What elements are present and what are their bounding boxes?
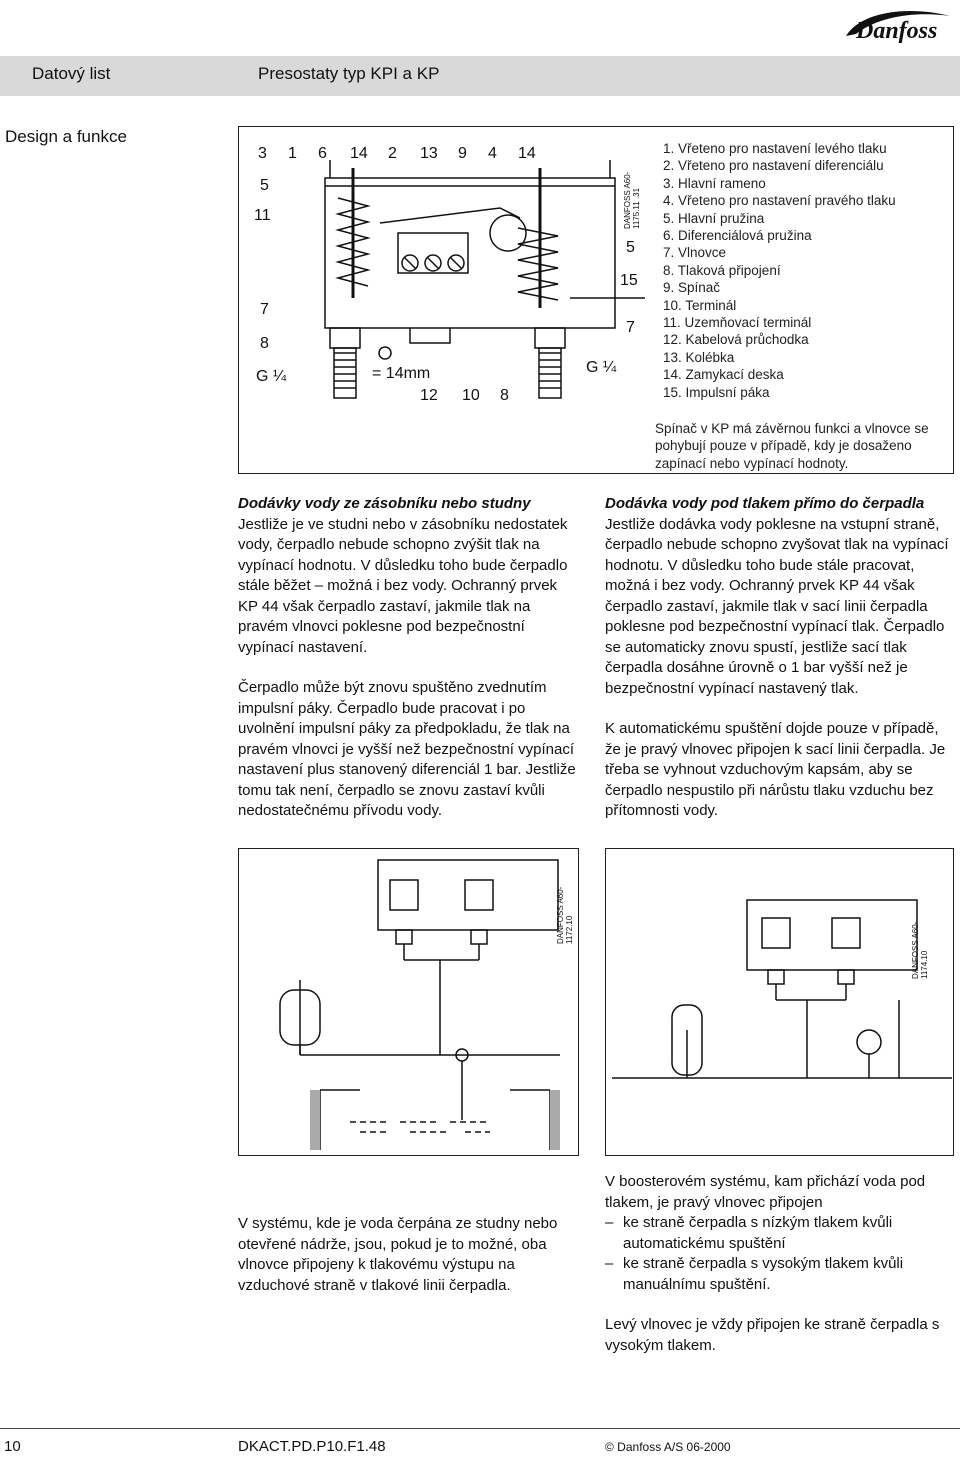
header-band xyxy=(0,56,960,96)
callout-top-1: 3 xyxy=(258,145,267,162)
legend-item: 6. Diferenciálová pružina xyxy=(663,228,812,244)
callout-top-7: 9 xyxy=(458,145,467,162)
danfoss-logo xyxy=(842,6,954,46)
callout-top-2: 1 xyxy=(288,145,297,162)
svg-text:Danfoss: Danfoss xyxy=(856,18,938,44)
callout-right-2: 15 xyxy=(620,272,638,289)
legend-item: 9. Spínač xyxy=(663,280,721,296)
legend-item: 3. Hlavní rameno xyxy=(663,175,766,191)
callout-right-3: 7 xyxy=(626,319,635,336)
col-left-para1: Jestliže je ve studni nebo v zásobníku nedostatek vody, čerpadlo nebude schopno zvýšit tlak na vypínací hodnotu. V důsledku toho bude čerpadlo stále běžet – možná i bez vody. Ochranný prvek KP 44 však čerpadlo zastaví, jakmile tlak na pravém vlnovci poklesne pod bezpečnostní vypínací nastavení. xyxy=(238,515,568,656)
legend-item: 8. Tlaková připojení xyxy=(663,262,781,278)
wrench-size-label: = 14mm xyxy=(372,365,431,382)
callout-bottom-1: 12 xyxy=(420,387,438,404)
footer-copyright: © Danfoss A/S 06-2000 xyxy=(605,1440,731,1454)
figure3-code: DANFOSS A60-1174.10 xyxy=(911,921,929,979)
section-title: Design a funkce xyxy=(5,127,127,146)
col-right-text xyxy=(605,494,955,822)
col-right-para2: K automatickému spuštění dojde pouze v případě, že je pravý vlnovec připojen k sací linii čerpadla. Je třeba se vyhnout vzduchovým kapsám, aby se čerpadlo nespustilo při nárůstu tlaku vzduchu bez přítomnosti vody. xyxy=(605,720,946,819)
callout-bottom-3: 8 xyxy=(500,387,509,404)
callout-top-4: 14 xyxy=(350,145,368,162)
callout-left-3: 7 xyxy=(260,301,269,318)
header-title: Presostaty typ KPI a KP xyxy=(258,64,440,83)
callout-left-4: 8 xyxy=(260,335,269,352)
legend-item: 2. Vřeteno pro nastavení diferenciálu xyxy=(663,158,884,174)
callout-top-8: 4 xyxy=(488,145,497,162)
legend-item: 7. Vlnovce xyxy=(663,245,727,261)
booster-system-diagram xyxy=(607,850,952,1154)
legend-item: 11. Uzemňovací terminál xyxy=(663,315,812,331)
callout-top-5: 2 xyxy=(388,145,397,162)
legend-item: 13. Kolébka xyxy=(663,349,735,365)
legend-item: 10. Terminál xyxy=(663,297,737,313)
footer-rule xyxy=(0,1428,960,1429)
pressure-switch-cross-section xyxy=(250,138,650,408)
footer-page-number: 10 xyxy=(4,1438,21,1455)
legend-item: 1. Vřeteno pro nastavení levého tlaku xyxy=(663,141,887,156)
caption-right-item xyxy=(605,1213,955,1254)
caption-left: V systému, kde je voda čerpána ze studny nebo otevřené nádrže, jsou, pokud je to možné, oba vlnovce připojeny k tlakovému výstupu na vzduchové straně v tlakové linii čerpadla. xyxy=(238,1215,558,1294)
dash-bullet: – xyxy=(605,1214,614,1231)
col-left-para2: Čerpadlo může být znovu spuštěno zvednutím impulsní páky. Čerpadlo bude pracovat i po uvolnění impulsní páky za předpokladu, že tlak na pravém vlnovci je vyšší než bezpečnostní vypínací nastavení plus stanovený diferenciál 1 bar. Jestliže tomu tak není, čerpadlo se znovu zastaví kvůli nedostatečnému přívodu vody. xyxy=(238,679,576,819)
callout-right-1: 5 xyxy=(626,239,635,256)
callout-bottom-2: 10 xyxy=(462,387,480,404)
legend-item: 12. Kabelová průchodka xyxy=(663,332,809,348)
thread-right-label: G ¼ xyxy=(586,359,617,376)
col-right-para1: Jestliže dodávka vody poklesne na vstupní straně, čerpadlo nebude schopno zvyšovat tlak na vypínací hodnotu. V důsledku toho bude stále pracovat, možná i bez vody. Ochranný prvek KP 44 však čerpadlo zastaví, jakmile tlak v sací linii čerpadla poklesne pod bezpečnostní vypínací tlak. Čerpadlo se automaticky znovu spustí, jestliže sací tlak čerpadla dosáhne úrovně o 1 bar vyšší než je bezpečnostní vypínací nastavený tlak. xyxy=(605,515,949,697)
caption-right-item-text: ke straně čerpadla s nízkým tlakem kvůli automatickému spuštění xyxy=(623,1214,893,1252)
callout-left-1: 5 xyxy=(260,177,269,194)
footer-doc-code: DKACT.PD.P10.F1.48 xyxy=(238,1438,386,1455)
legend-item: 15. Impulsní páka xyxy=(663,384,770,400)
legend-item: 4. Vřeteno pro nastavení pravého tlaku xyxy=(663,193,896,209)
caption-right xyxy=(605,1172,955,1356)
caption-right-item xyxy=(605,1254,955,1295)
callout-top-3: 6 xyxy=(318,145,327,162)
figure1-legend xyxy=(663,140,896,401)
figure1-code: DANFOSS A60-1175.11 .31 xyxy=(623,171,641,229)
thread-left-label: G ¼ xyxy=(256,368,287,385)
caption-right-outro: Levý vlnovec je vždy připojen ke straně čerpadla s vysokým tlakem. xyxy=(605,1316,940,1354)
callout-left-2: 11 xyxy=(254,207,271,224)
callout-top-9: 14 xyxy=(518,145,536,162)
legend-item: 14. Zamykací deska xyxy=(663,367,784,383)
dash-bullet: – xyxy=(605,1255,614,1272)
col-left-heading: Dodávky vody ze zásobníku nebo studny xyxy=(238,495,531,512)
col-right-heading: Dodávka vody pod tlakem přímo do čerpadla xyxy=(605,495,925,512)
legend-item: 5. Hlavní pružina xyxy=(663,210,765,226)
well-system-diagram xyxy=(240,850,577,1154)
figure2-code: DANFOSS A60-1172.10 xyxy=(556,886,574,944)
caption-right-item-text: ke straně čerpadla s vysokým tlakem kvůli manuálnímu spuštění. xyxy=(623,1255,904,1293)
header-datasheet-label: Datový list xyxy=(32,64,111,83)
col-left-text xyxy=(238,494,578,822)
caption-right-intro: V boosterovém systému, kam přichází voda pod tlakem, je pravý vlnovec připojen xyxy=(605,1173,926,1211)
callout-top-6: 13 xyxy=(420,145,438,162)
figure1-note: Spínač v KP má závěrnou funkci a vlnovce se pohybují pouze v případě, kdy je dosaženo zapínací nebo vypínací hodnoty. xyxy=(655,421,929,471)
